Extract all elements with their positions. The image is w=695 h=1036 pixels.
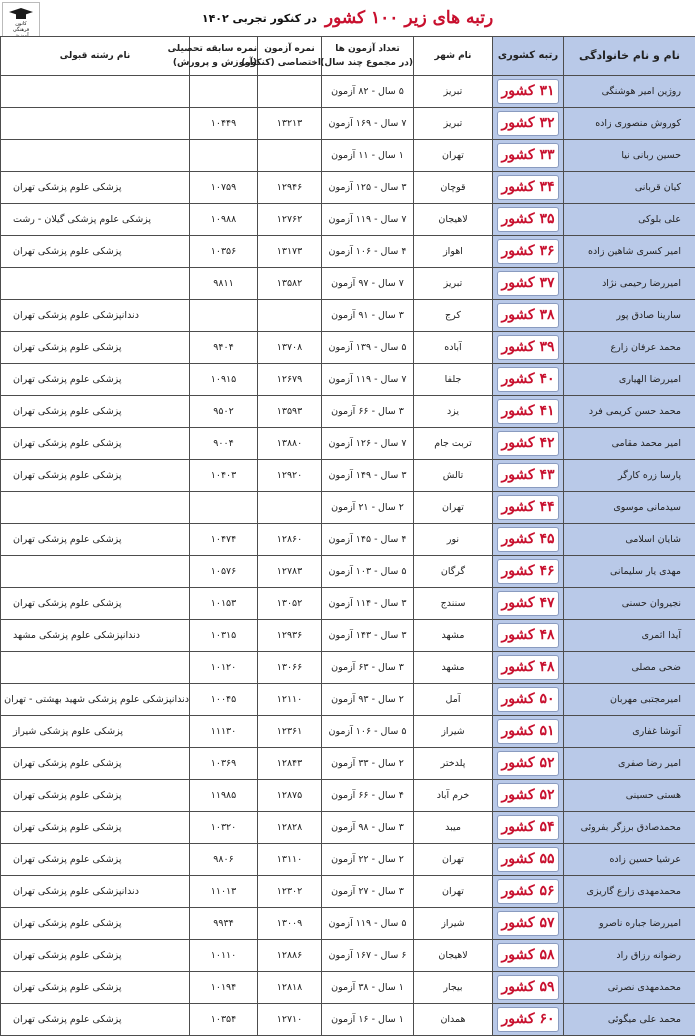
header-field: نام رشته قبولی xyxy=(1,37,190,76)
cell-rank xyxy=(493,940,564,972)
cell-city: تبریز xyxy=(414,108,493,140)
cell-exams: ۲ سال - ۳۳ آزمون xyxy=(322,748,414,780)
cell-score: ۱۲۷۸۳ xyxy=(258,556,322,588)
cell-gpa xyxy=(190,492,258,524)
table-row xyxy=(1,204,695,236)
cell-name: محمدصادق برزگر بفروئی xyxy=(564,812,695,844)
rank-badge: ۵۰ کشور xyxy=(497,687,559,712)
cell-city: لاهیجان xyxy=(414,204,493,236)
table-row xyxy=(1,588,695,620)
cell-exams: ۵ سال - ۸۲ آزمون xyxy=(322,76,414,108)
logo-line-1: کانون xyxy=(15,21,27,27)
cell-gpa: ۱۱۱۳۰ xyxy=(190,716,258,748)
cell-field: دندانپزشکی علوم پزشکی شهید بهشتی - تهران xyxy=(1,684,190,716)
cell-rank xyxy=(493,684,564,716)
cell-field: پزشکی علوم پزشکی تهران xyxy=(1,460,190,492)
cell-city: تهران xyxy=(414,140,493,172)
cell-field: پزشکی علوم پزشکی تهران xyxy=(1,908,190,940)
rank-badge: ۵۱ کشور xyxy=(497,719,559,744)
rank-badge: ۴۲ کشور xyxy=(497,431,559,456)
cell-field: پزشکی علوم پزشکی تهران xyxy=(1,524,190,556)
cell-score: ۱۳۵۹۳ xyxy=(258,396,322,428)
cell-score: ۱۲۸۴۳ xyxy=(258,748,322,780)
cell-name: کیان قربانی xyxy=(564,172,695,204)
cell-name: سارینا صادق پور xyxy=(564,300,695,332)
cell-rank xyxy=(493,492,564,524)
cell-rank xyxy=(493,620,564,652)
rank-badge: ۳۶ کشور xyxy=(497,239,559,264)
table-header-row xyxy=(1,37,695,76)
header-score: نمره آزمون اختصاصی (کنکور) xyxy=(258,37,322,76)
cell-field: پزشکی علوم پزشکی تهران xyxy=(1,780,190,812)
rank-badge: ۳۵ کشور xyxy=(497,207,559,232)
cell-exams: ۷ سال - ۱۱۹ آزمون xyxy=(322,204,414,236)
cell-exams: ۳ سال - ۹۱ آزمون xyxy=(322,300,414,332)
cell-score: ۱۲۸۲۸ xyxy=(258,812,322,844)
table-row xyxy=(1,556,695,588)
cell-score xyxy=(258,76,322,108)
cell-gpa: ۱۰۳۵۴ xyxy=(190,1004,258,1036)
cell-gpa: ۱۰۹۸۸ xyxy=(190,204,258,236)
table-row xyxy=(1,332,695,364)
cell-city: آمل xyxy=(414,684,493,716)
rank-badge: ۵۸ کشور xyxy=(497,943,559,968)
rank-badge: ۵۹ کشور xyxy=(497,975,559,1000)
cell-gpa: ۹۴۰۴ xyxy=(190,332,258,364)
table-row xyxy=(1,876,695,908)
cell-city: کرج xyxy=(414,300,493,332)
rankings-table xyxy=(0,36,695,1036)
cell-score: ۱۲۸۷۵ xyxy=(258,780,322,812)
cell-name: نجیروان حسنی xyxy=(564,588,695,620)
cell-score: ۱۲۸۱۸ xyxy=(258,972,322,1004)
table-row xyxy=(1,524,695,556)
cell-name: پارسا زره کارگر xyxy=(564,460,695,492)
cell-gpa: ۱۰۴۰۳ xyxy=(190,460,258,492)
rank-badge: ۴۳ کشور xyxy=(497,463,559,488)
cell-exams: ۵ سال - ۱۳۹ آزمون xyxy=(322,332,414,364)
cell-rank xyxy=(493,108,564,140)
table-row xyxy=(1,940,695,972)
rank-badge: ۵۶ کشور xyxy=(497,879,559,904)
cell-field: پزشکی علوم پزشکی تهران xyxy=(1,972,190,1004)
cell-score: ۱۳۵۸۲ xyxy=(258,268,322,300)
cell-name: امیررضا جباره ناصرو xyxy=(564,908,695,940)
cell-name: امیرمجتبی مهربان xyxy=(564,684,695,716)
cell-gpa: ۱۰۱۲۰ xyxy=(190,652,258,684)
cell-exams: ۳ سال - ۶۳ آزمون xyxy=(322,652,414,684)
cell-exams: ۳ سال - ۲۷ آزمون xyxy=(322,876,414,908)
table-row xyxy=(1,492,695,524)
rank-badge: ۴۱ کشور xyxy=(497,399,559,424)
cell-exams: ۱ سال - ۳۸ آزمون xyxy=(322,972,414,1004)
cell-city: شیراز xyxy=(414,908,493,940)
cell-city: قوچان xyxy=(414,172,493,204)
logo-line-2: فرهنگی xyxy=(13,27,29,33)
cell-name: آنوشا غفاری xyxy=(564,716,695,748)
cell-exams: ۳ سال - ۱۴۹ آزمون xyxy=(322,460,414,492)
cell-exams: ۴ سال - ۱۰۶ آزمون xyxy=(322,236,414,268)
cell-exams: ۲ سال - ۲۱ آزمون xyxy=(322,492,414,524)
header-rank: رتبه کشوری xyxy=(493,37,564,76)
cell-score: ۱۳۰۵۲ xyxy=(258,588,322,620)
cell-field: دندانپزشکی علوم پزشکی تهران xyxy=(1,300,190,332)
cell-field: پزشکی علوم پزشکی تهران xyxy=(1,364,190,396)
cell-city: اهواز xyxy=(414,236,493,268)
cell-gpa: ۱۰۳۶۹ xyxy=(190,748,258,780)
cell-rank xyxy=(493,460,564,492)
cell-field xyxy=(1,652,190,684)
cell-score xyxy=(258,140,322,172)
rank-badge: ۶۰ کشور xyxy=(497,1007,559,1032)
table-row xyxy=(1,972,695,1004)
cell-name: کوروش منصوری زاده xyxy=(564,108,695,140)
table-row xyxy=(1,300,695,332)
cell-city: یزد xyxy=(414,396,493,428)
cell-field xyxy=(1,140,190,172)
cell-rank xyxy=(493,268,564,300)
cell-gpa: ۱۰۰۴۵ xyxy=(190,684,258,716)
cell-field: پزشکی علوم پزشکی تهران xyxy=(1,332,190,364)
cell-gpa: ۱۰۱۹۴ xyxy=(190,972,258,1004)
table-row xyxy=(1,108,695,140)
table-body xyxy=(1,76,695,1036)
cell-gpa: ۱۰۳۱۵ xyxy=(190,620,258,652)
title-main: رتبه های زیر ۱۰۰ کشور xyxy=(325,8,493,28)
cell-exams: ۷ سال - ۱۱۹ آزمون xyxy=(322,364,414,396)
cell-city: سنندج xyxy=(414,588,493,620)
cell-city: نور xyxy=(414,524,493,556)
cell-field: دندانپزشکی علوم پزشکی تهران xyxy=(1,876,190,908)
table-row xyxy=(1,780,695,812)
rank-badge: ۵۵ کشور xyxy=(497,847,559,872)
cell-score: ۱۳۱۱۰ xyxy=(258,844,322,876)
cell-rank xyxy=(493,844,564,876)
cell-city: تالش xyxy=(414,460,493,492)
cell-rank xyxy=(493,652,564,684)
rank-badge: ۳۹ کشور xyxy=(497,335,559,360)
cell-name: امیررضا الهیاری xyxy=(564,364,695,396)
cell-exams: ۵ سال - ۱۰۳ آزمون xyxy=(322,556,414,588)
cell-exams: ۴ سال - ۱۴۵ آزمون xyxy=(322,524,414,556)
header-name: نام و نام خانوادگی xyxy=(564,37,695,76)
cell-rank xyxy=(493,1004,564,1036)
cell-rank xyxy=(493,172,564,204)
cell-rank xyxy=(493,236,564,268)
cell-score: ۱۲۸۸۶ xyxy=(258,940,322,972)
cell-field: پزشکی علوم پزشکی تهران xyxy=(1,236,190,268)
table-row xyxy=(1,172,695,204)
cell-field xyxy=(1,108,190,140)
table-row xyxy=(1,396,695,428)
cell-city: شیراز xyxy=(414,716,493,748)
page-title xyxy=(0,0,695,36)
cell-city: لاهیجان xyxy=(414,940,493,972)
cell-exams: ۷ سال - ۹۷ آزمون xyxy=(322,268,414,300)
cell-score: ۱۲۹۳۶ xyxy=(258,620,322,652)
cell-score: ۱۲۶۷۹ xyxy=(258,364,322,396)
rank-badge: ۳۸ کشور xyxy=(497,303,559,328)
cell-name: امیر محمد مقامی xyxy=(564,428,695,460)
cell-city: تربت جام xyxy=(414,428,493,460)
cell-name: مهدی یار سلیمانی xyxy=(564,556,695,588)
cell-rank xyxy=(493,716,564,748)
rank-badge: ۳۱ کشور xyxy=(497,79,559,104)
header-exams: تعداد آزمون ها (در مجموع چند سال) xyxy=(322,37,414,76)
cell-name: عرشیا حسین زاده xyxy=(564,844,695,876)
cell-field: دندانپزشکی علوم پزشکی مشهد xyxy=(1,620,190,652)
cell-exams: ۱ سال - ۱۱ آزمون xyxy=(322,140,414,172)
cell-exams: ۴ سال - ۶۶ آزمون xyxy=(322,780,414,812)
table-row xyxy=(1,76,695,108)
rank-badge: ۴۸ کشور xyxy=(497,655,559,680)
cell-rank xyxy=(493,204,564,236)
cell-name: محمدمهدی نصرتی xyxy=(564,972,695,1004)
cell-gpa: ۱۰۴۴۹ xyxy=(190,108,258,140)
cell-rank xyxy=(493,524,564,556)
cell-rank xyxy=(493,556,564,588)
cell-name: علی بلوکی xyxy=(564,204,695,236)
table-row xyxy=(1,428,695,460)
graduation-cap-icon xyxy=(8,7,34,21)
cell-name: آیدا اثمری xyxy=(564,620,695,652)
table-row xyxy=(1,652,695,684)
cell-rank xyxy=(493,780,564,812)
cell-city: همدان xyxy=(414,1004,493,1036)
rank-badge: ۳۷ کشور xyxy=(497,271,559,296)
title-sub: در کنکور تجربی ۱۴۰۲ xyxy=(202,12,317,25)
cell-gpa: ۹۹۳۴ xyxy=(190,908,258,940)
cell-city: خرم آباد xyxy=(414,780,493,812)
cell-exams: ۳ سال - ۱۴۳ آزمون xyxy=(322,620,414,652)
rank-badge: ۳۲ کشور xyxy=(497,111,559,136)
cell-exams: ۶ سال - ۱۶۷ آزمون xyxy=(322,940,414,972)
cell-city: تبریز xyxy=(414,268,493,300)
cell-field: پزشکی علوم پزشکی تهران xyxy=(1,748,190,780)
header-city: نام شهر xyxy=(414,37,493,76)
cell-city: تهران xyxy=(414,876,493,908)
cell-score xyxy=(258,492,322,524)
cell-exams: ۳ سال - ۱۱۴ آزمون xyxy=(322,588,414,620)
cell-gpa: ۱۰۴۷۴ xyxy=(190,524,258,556)
rank-badge: ۵۲ کشور xyxy=(497,783,559,808)
cell-rank xyxy=(493,76,564,108)
rank-badge: ۵۷ کشور xyxy=(497,911,559,936)
cell-exams: ۵ سال - ۱۰۶ آزمون xyxy=(322,716,414,748)
cell-exams: ۲ سال - ۲۲ آزمون xyxy=(322,844,414,876)
cell-rank xyxy=(493,332,564,364)
cell-field: پزشکی علوم پزشکی تهران xyxy=(1,812,190,844)
cell-gpa: ۹۸۱۱ xyxy=(190,268,258,300)
cell-exams: ۳ سال - ۶۶ آزمون xyxy=(322,396,414,428)
cell-gpa: ۹۸۰۶ xyxy=(190,844,258,876)
cell-gpa: ۱۰۳۵۶ xyxy=(190,236,258,268)
cell-city: پلدختر xyxy=(414,748,493,780)
rank-badge: ۵۴ کشور xyxy=(497,815,559,840)
cell-rank xyxy=(493,972,564,1004)
cell-gpa: ۱۰۹۱۵ xyxy=(190,364,258,396)
cell-city: مشهد xyxy=(414,620,493,652)
cell-gpa: ۱۰۷۵۹ xyxy=(190,172,258,204)
table-row xyxy=(1,364,695,396)
cell-city: تهران xyxy=(414,492,493,524)
rank-badge: ۳۳ کشور xyxy=(497,143,559,168)
cell-name: روژین امیر هوشنگی xyxy=(564,76,695,108)
cell-field: پزشکی علوم پزشکی تهران xyxy=(1,396,190,428)
cell-score: ۱۳۱۷۳ xyxy=(258,236,322,268)
cell-name: محمد حسن کریمی فرد xyxy=(564,396,695,428)
table-row xyxy=(1,140,695,172)
cell-score: ۱۳۸۸۰ xyxy=(258,428,322,460)
cell-city: آباده xyxy=(414,332,493,364)
cell-city: مشهد xyxy=(414,652,493,684)
cell-name: امیر کسری شاهین زاده xyxy=(564,236,695,268)
cell-rank xyxy=(493,876,564,908)
table-row xyxy=(1,1004,695,1036)
table-row xyxy=(1,236,695,268)
table-row xyxy=(1,908,695,940)
cell-field: پزشکی علوم پزشکی تهران xyxy=(1,940,190,972)
cell-rank xyxy=(493,300,564,332)
cell-name: سیدمانی موسوی xyxy=(564,492,695,524)
cell-score: ۱۳۷۰۸ xyxy=(258,332,322,364)
header-gpa: نمره سابقه تحصیلی (آموزش و پرورش) xyxy=(190,37,258,76)
cell-gpa: ۱۱۰۱۳ xyxy=(190,876,258,908)
table-row xyxy=(1,844,695,876)
cell-score: ۱۲۷۱۰ xyxy=(258,1004,322,1036)
cell-name: محمد علی میگوئی xyxy=(564,1004,695,1036)
rank-badge: ۴۶ کشور xyxy=(497,559,559,584)
cell-gpa: ۹۵۰۲ xyxy=(190,396,258,428)
cell-score: ۱۲۳۰۲ xyxy=(258,876,322,908)
cell-field: پزشکی علوم پزشکی تهران xyxy=(1,1004,190,1036)
cell-score: ۱۲۹۲۰ xyxy=(258,460,322,492)
cell-city: بیجار xyxy=(414,972,493,1004)
cell-field: پزشکی علوم پزشکی تهران xyxy=(1,172,190,204)
table-row xyxy=(1,748,695,780)
cell-field xyxy=(1,556,190,588)
cell-score: ۱۳۰۶۶ xyxy=(258,652,322,684)
cell-score: ۱۲۷۶۲ xyxy=(258,204,322,236)
cell-score: ۱۲۸۶۰ xyxy=(258,524,322,556)
cell-city: تهران xyxy=(414,844,493,876)
cell-score: ۱۳۰۰۹ xyxy=(258,908,322,940)
cell-rank xyxy=(493,364,564,396)
cell-score xyxy=(258,300,322,332)
cell-name: رضوانه رزاق راد xyxy=(564,940,695,972)
cell-field: پزشکی علوم پزشکی شیراز xyxy=(1,716,190,748)
cell-city: جلفا xyxy=(414,364,493,396)
cell-gpa: ۱۰۳۲۰ xyxy=(190,812,258,844)
cell-city: گرگان xyxy=(414,556,493,588)
cell-name: حسین ربانی نیا xyxy=(564,140,695,172)
cell-exams: ۱ سال - ۱۶ آزمون xyxy=(322,1004,414,1036)
table-row xyxy=(1,716,695,748)
cell-score: ۱۲۹۴۶ xyxy=(258,172,322,204)
cell-name: امیر رضا صفری xyxy=(564,748,695,780)
cell-rank xyxy=(493,812,564,844)
cell-exams: ۷ سال - ۱۲۶ آزمون xyxy=(322,428,414,460)
table-row xyxy=(1,268,695,300)
cell-city: تبریز xyxy=(414,76,493,108)
cell-rank xyxy=(493,396,564,428)
cell-name: محمدمهدی زارع گاریزی xyxy=(564,876,695,908)
rank-badge: ۵۲ کشور xyxy=(497,751,559,776)
cell-field xyxy=(1,268,190,300)
cell-gpa xyxy=(190,76,258,108)
cell-gpa xyxy=(190,300,258,332)
cell-name: شایان اسلامی xyxy=(564,524,695,556)
rank-badge: ۴۵ کشور xyxy=(497,527,559,552)
table-row xyxy=(1,460,695,492)
rank-badge: ۴۴ کشور xyxy=(497,495,559,520)
cell-field: پزشکی علوم پزشکی گیلان - رشت xyxy=(1,204,190,236)
cell-name: امیررضا رحیمی نژاد xyxy=(564,268,695,300)
cell-field: پزشکی علوم پزشکی تهران xyxy=(1,844,190,876)
cell-gpa: ۹۰۰۴ xyxy=(190,428,258,460)
cell-field: پزشکی علوم پزشکی تهران xyxy=(1,588,190,620)
rank-badge: ۴۸ کشور xyxy=(497,623,559,648)
cell-name: محمد عرفان زارع xyxy=(564,332,695,364)
rank-badge: ۴۷ کشور xyxy=(497,591,559,616)
table-row xyxy=(1,812,695,844)
cell-gpa: ۱۰۱۱۰ xyxy=(190,940,258,972)
cell-score: ۱۳۲۱۳ xyxy=(258,108,322,140)
cell-score: ۱۲۱۱۰ xyxy=(258,684,322,716)
cell-exams: ۳ سال - ۱۲۵ آزمون xyxy=(322,172,414,204)
cell-score: ۱۲۳۶۱ xyxy=(258,716,322,748)
cell-exams: ۳ سال - ۹۸ آزمون xyxy=(322,812,414,844)
cell-name: ضحی مصلی xyxy=(564,652,695,684)
cell-rank xyxy=(493,908,564,940)
cell-exams: ۵ سال - ۱۱۹ آزمون xyxy=(322,908,414,940)
cell-gpa xyxy=(190,140,258,172)
cell-exams: ۷ سال - ۱۶۹ آزمون xyxy=(322,108,414,140)
cell-field xyxy=(1,492,190,524)
table-row xyxy=(1,620,695,652)
cell-field xyxy=(1,76,190,108)
cell-exams: ۲ سال - ۹۳ آزمون xyxy=(322,684,414,716)
cell-rank xyxy=(493,428,564,460)
cell-field: پزشکی علوم پزشکی تهران xyxy=(1,428,190,460)
table-row xyxy=(1,684,695,716)
cell-name: هستی حسینی xyxy=(564,780,695,812)
cell-rank xyxy=(493,588,564,620)
rank-badge: ۴۰ کشور xyxy=(497,367,559,392)
cell-rank xyxy=(493,748,564,780)
rank-badge: ۳۴ کشور xyxy=(497,175,559,200)
cell-gpa: ۱۱۹۸۵ xyxy=(190,780,258,812)
cell-gpa: ۱۰۵۷۶ xyxy=(190,556,258,588)
cell-rank xyxy=(493,140,564,172)
cell-gpa: ۱۰۱۵۳ xyxy=(190,588,258,620)
cell-city: میبد xyxy=(414,812,493,844)
